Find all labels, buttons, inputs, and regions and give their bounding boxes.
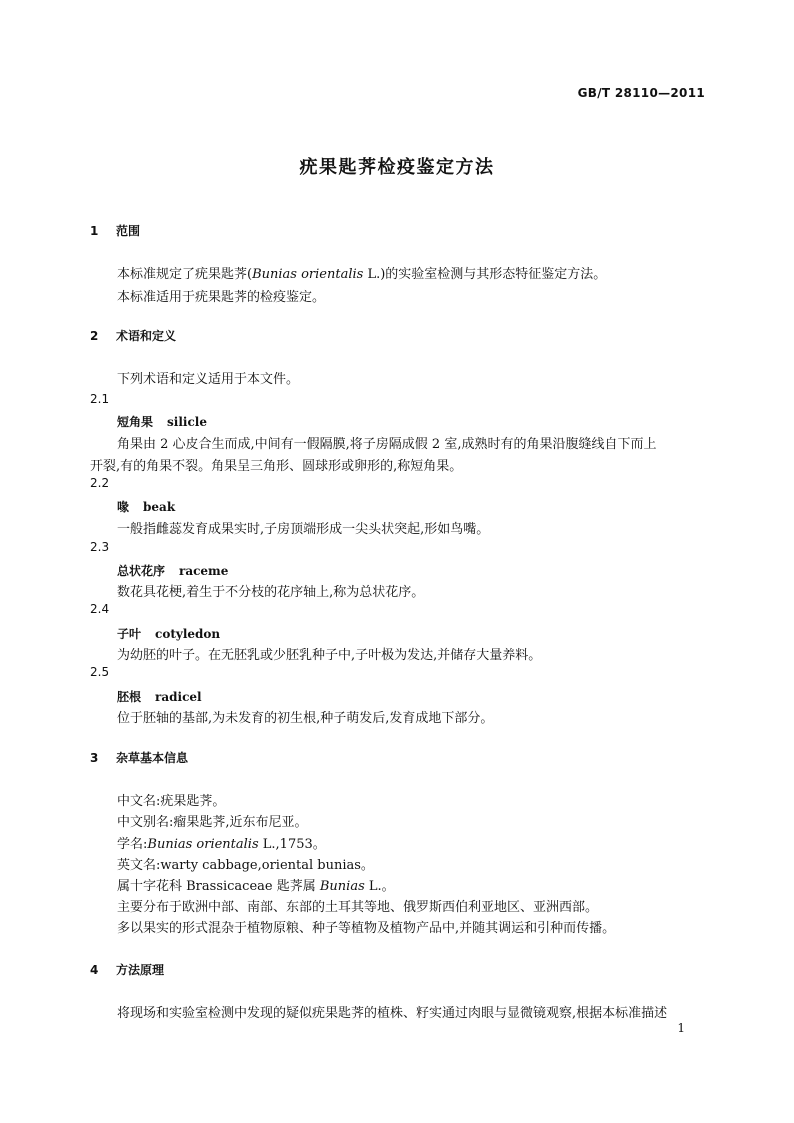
section-heading-1 [90,222,140,239]
term-en: silicle [167,415,207,429]
term-title [117,686,202,705]
weed-info-line: 中文名:疣果匙荠。 [117,794,226,809]
terms-intro: 下列术语和定义适用于本文件。 [117,372,300,387]
page-number: 1 [677,1021,685,1035]
section-title: 杂草基本信息 [116,751,189,765]
text-segment: L.)的实验室检测与其形态特征鉴定方法。 [363,267,607,282]
term-number: 2.1 [90,392,110,406]
weed-info-line [117,833,326,852]
term-number: 2.2 [90,476,110,490]
section-title: 范围 [116,224,141,238]
weed-info-line [117,875,395,894]
text-segment: L.。 [364,879,395,894]
term-definition: 为幼胚的叶子。在无胚乳或少胚乳种子中,子叶极为发达,并储存大量养料。 [117,648,542,663]
term-zh: 胚根 [117,690,142,704]
section-heading-2 [90,327,176,344]
weed-info-line: 多以果实的形式混杂于植物原粮、种子等植物及植物产品中,并随其调运和引种而传播。 [117,921,616,936]
term-en: radicel [155,690,202,704]
term-number: 2.5 [90,665,110,679]
section-title: 术语和定义 [116,329,177,343]
scope-paragraph-2: 本标准适用于疣果匙荠的检疫鉴定。 [117,290,326,305]
term-title [117,496,175,515]
section-number: 1 [90,224,99,238]
term-zh: 短角果 [117,415,154,429]
term-zh: 子叶 [117,627,142,641]
weed-info-line: 主要分布于欧洲中部、南部、东部的土耳其等地、俄罗斯西伯利亚地区、亚洲西部。 [117,900,599,915]
text-segment: 本标准规定了疣果匙荠( [117,267,253,282]
section-number: 3 [90,751,99,765]
term-title [117,560,228,579]
weed-info-line: 中文别名:瘤果匙荠,近东布尼亚。 [117,815,308,830]
weed-info-line: 英文名:warty cabbage,oriental bunias。 [117,858,374,873]
method-paragraph: 将现场和实验室检测中发现的疑似疣果匙荠的植株、籽实通过肉眼与显微镜观察,根据本标准描述 [117,1006,668,1021]
section-heading-4 [90,961,164,978]
term-en: beak [143,500,176,514]
text-segment: 属十字花科 Brassicaceae 匙荠属 [117,879,320,894]
term-definition: 一般指雌蕊发育成果实时,子房顶端形成一尖头状突起,形如鸟嘴。 [117,522,490,537]
term-definition: 位于胚轴的基部,为未发育的初生根,种子萌发后,发育成地下部分。 [117,711,494,726]
term-en: cotyledon [155,627,221,641]
text-segment: L.,1753。 [258,837,326,852]
scope-paragraph-1 [117,263,606,282]
term-definition: 角果由 2 心皮合生而成,中间有一假隔膜,将子房隔成假 2 室,成熟时有的角果沿腹缝线自下而上 [117,437,657,452]
term-number: 2.4 [90,602,110,616]
term-title [117,411,207,430]
latin-name: Bunias orientalis [252,267,364,282]
document-title: 疣果匙荠检疫鉴定方法 [299,157,495,178]
term-definition-cont: 开裂,有的角果不裂。角果呈三角形、圆球形或卵形的,称短角果。 [90,459,463,474]
section-title: 方法原理 [116,963,165,977]
term-number: 2.3 [90,540,110,554]
section-number: 2 [90,329,99,343]
section-heading-3 [90,749,188,766]
latin-name: Bunias [319,879,365,894]
text-segment: 学名: [117,837,148,852]
term-definition: 数花具花梗,着生于不分枝的花序轴上,称为总状花序。 [117,585,425,600]
term-zh: 总状花序 [117,564,166,578]
term-title [117,623,220,642]
section-number: 4 [90,963,99,977]
latin-name: Bunias orientalis [147,837,259,852]
term-en: raceme [179,564,229,578]
standard-code: GB/T 28110—2011 [577,86,705,100]
term-zh: 喙 [117,500,130,514]
